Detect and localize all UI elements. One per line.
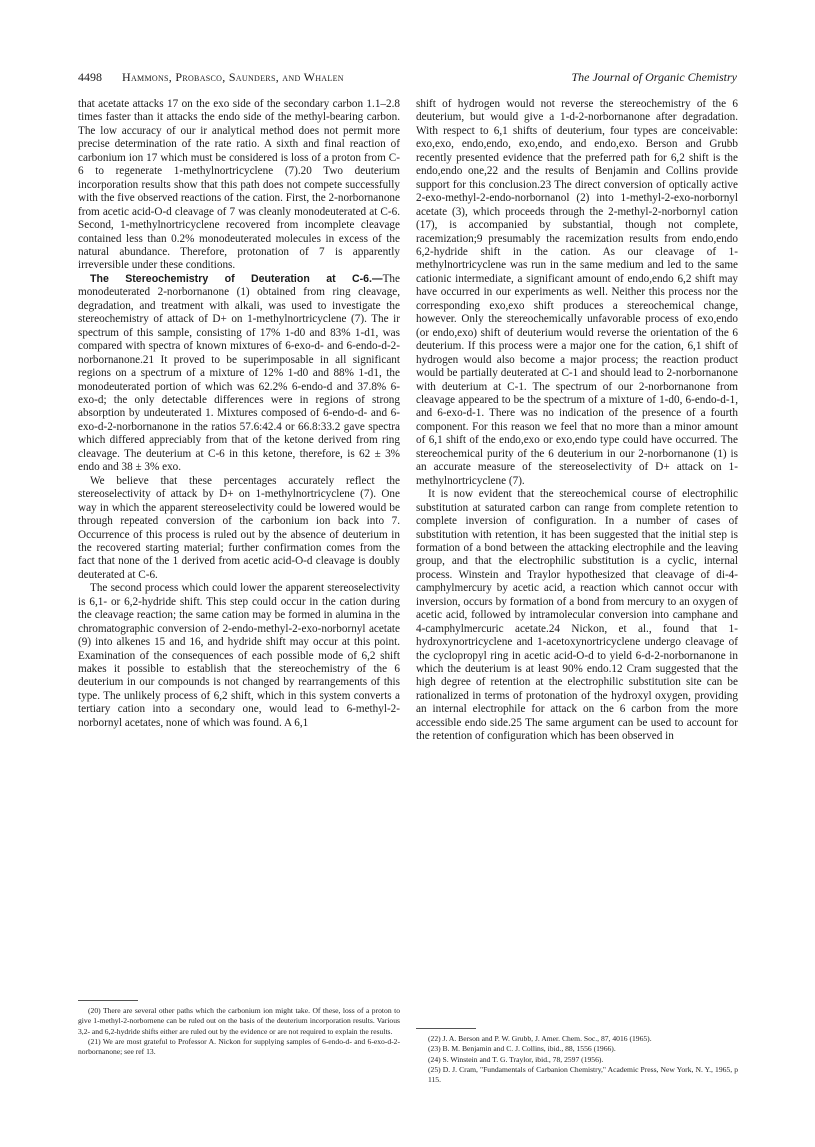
page-number: 4498 bbox=[78, 70, 102, 84]
footnote-rule bbox=[78, 1000, 138, 1001]
journal-title: The Journal of Organic Chemistry bbox=[571, 70, 737, 84]
section-body: The monodeuterated 2-norbornanone (1) obtained from ring cleavage, degradation, and treatment with alkali, was used to investigate the stereochemistry of attack of D+ on 1-methylnortricyclene (7). The ir spectrum of this sample, consisting of 17% 1-d0 and 83% 1-d1, was compared with spectra of known mixtures of 6-exo-d- and 6-endo-d-2-norbornanone.21 It proved to be superimposable in all significant regions on a spectrum of a mixture of 12% 1-d0 and 88% 1-d1, the monodeuterated portion of which was 62.2% 6-endo-d and 37.8% 6-exo-d; the only detectable differences were in regions of strong absorption by undeuterated 1. Mixtures composed of 6-endo-d- and 6-exo-d-2-norbornanone in the ratios 57.6:42.4 or 66.8:33.2 gave spectra which differed appreciably from that of the ketone derived from ring cleavage. The deuterium at C-6 in this ketone, therefore, is 62 ± 3% endo and 38 ± 3% exo. bbox=[78, 272, 400, 474]
footnote: (20) There are several other paths which the carbonium ion might take. Of these, loss of a proton to give 1-methyl-2-norbornene can be ruled out on the basis of the deuterium incorporation results. Various 3,2- and 6,2-hydride shifts either are ruled out by the evidence or are not required to explain the results. bbox=[78, 1006, 400, 1036]
left-column bbox=[78, 98, 400, 730]
paragraph: We believe that these percentages accurately reflect the stereoselectivity of attack by D+ on 1-methylnortricyclene (7). One way in which the apparent stereoselectivity could be lowered would be through repeated conversion of the carbonium ion back into 7. Occurrence of this process is ruled out by the absence of deuterium in the recovered starting material; further confirmation comes from the fact that none of the 1 derived from acetic acid-O-d cleavage is doubly deuterated at C-6. bbox=[78, 474, 400, 581]
footnotes-left bbox=[78, 1006, 400, 1057]
running-header bbox=[78, 70, 737, 88]
paragraph: It is now evident that the stereochemical course of electrophilic substitution at saturated carbon can range from complete retention to complete inversion of configuration. In a number of cases of substitution with retention, it has been suggested that the initial step is formation of a bond between the attacking electrophile and the leaving group, and that the electrophilic substitution is a cyclic, internal process. Winstein and Traylor hypothesized that cleavage of di-4-camphylmercury by acetic acid, a reaction which cannot occur with inversion, occurs by formation of a bond from mercury to an oxygen of acetic acid, followed by intramolecular conversion into camphane and 4-camphylmercuric acetate.24 Nickon, et al., found that 1-hydroxynortricyclene and 1-acetoxynortricyclene undergo cleavage of the cyclopropyl ring in acetic acid-O-d to yield 6-d-2-norbornanone in which the deuterium is at least 90% endo.12 Cram suggested that the high degree of retention at the electrophilic substitution site can be rationalized in terms of protonation of the hydroxyl oxygen, providing an internal electrophile for attack on the 6 carbon from the more accessible endo side.25 The same argument can be used to account for the retention of configuration which has been observed in bbox=[416, 488, 738, 743]
footnote: (22) J. A. Berson and P. W. Grubb, J. Amer. Chem. Soc., 87, 4016 (1965). bbox=[428, 1034, 652, 1043]
section-title: The Stereochemistry of Deuteration at C-6.— bbox=[90, 272, 383, 285]
footnote-rule bbox=[416, 1028, 476, 1029]
paragraph: shift of hydrogen would not reverse the stereochemistry of the 6 deuterium, but would give a 1-d-2-norbornanone after degradation. With respect to 6,1 shifts of deuterium, four types are conceivable: exo,exo, endo,endo, exo,endo, and endo,exo. Berson and Grubb recently presented evidence that the preferred path for 6,2 shift is the endo,endo one,22 and the results of Benjamin and Collins provide support for this conclusion.23 The direct conversion of optically active 2-exo-methyl-2-endo-norbornanol (2) into 1-methyl-2-exo-norbornyl acetate (3), which proceeds through the 2-methyl-2-norbornyl cation (17), is accompanied by substantial, though not complete, racemization;9 presumably the racemization results from endo,endo 6,2-hydride shift in the cation. As our cleavage of 1-methylnortricyclene was run in the same medium and led to the same cationic intermediate, a significant amount of endo,endo 6,2 shift may have occurred in our experiments as well. Neither this process nor the corresponding exo,exo shift produces a stereochemical change, however. Only the stereochemically unfavorable process of exo,endo (or endo,exo) shift of deuterium would reverse the orientation of the 6 deuterium. If this process were a major one for the cation, 6,1 shift of hydrogen would also become a major process; the reaction product would be partially deuterated at C-1 and should lead to 2-norbornanone with deuterium at C-1. The spectrum of our 2-norbornanone from cleavage appeared to be the spectrum of a mixture of 1-d0, 6-endo-d-1, and 6-exo-d-1. There was no indication of the presence of a fourth component. For this reason we feel that no more than a minor amount of 6,1 shift of the endo,exo or exo,endo type could have occurred. The stereochemical purity of the 6 deuterium in our 2-norbornanone (1) is an accurate measure of the stereoselectivity of D+ attack on 1-methylnortricyclene (7). bbox=[416, 98, 738, 487]
section-paragraph bbox=[78, 273, 400, 475]
footnote: (25) D. J. Cram, "Fundamentals of Carbanion Chemistry," Academic Press, New York, N. Y., 1965, p 115. bbox=[428, 1064, 738, 1085]
footnote: (21) We are most grateful to Professor A. Nickon for supplying samples of 6-endo-d- and 6-exo-d-2-norbornanone; see ref 13. bbox=[78, 1036, 400, 1057]
paragraph: that acetate attacks 17 on the exo side of the secondary carbon 1.1–2.8 times faster than it attacks the endo side of the methyl-bearing carbon. The low accuracy of our ir analytical method does not permit more precise determination of the rate ratio. A sixth and final reaction of carbonium ion 17 which must be considered is loss of a proton from C-6 to regenerate 1-methylnortricyclene (7).20 Two deuterium incorporation results show that this path does not compete successfully with the five observed reactions of the cation. First, the 2-norbornanone from acetic acid-O-d cleavage of 7 was cleanly monodeuterated at C-6. Second, 1-methylnortricyclene recovered from incomplete cleavage contained less than 0.2% monodeuterated molecules in excess of the natural abundance. Therefore, protonation of 7 is apparently irreversible under these conditions. bbox=[78, 98, 400, 272]
running-authors: Hammons, Probasco, Saunders, and Whalen bbox=[122, 70, 344, 84]
footnote: (24) S. Winstein and T. G. Traylor, ibid., 78, 2597 (1956). bbox=[428, 1054, 604, 1064]
footnote: (23) B. M. Benjamin and C. J. Collins, ibid., 88, 1556 (1966). bbox=[428, 1044, 616, 1054]
footnotes-right bbox=[416, 1034, 738, 1085]
right-column bbox=[416, 98, 738, 744]
paragraph: The second process which could lower the apparent stereoselectivity is 6,1- or 6,2-hydride shift. This step could occur in the cation during the cleavage reaction; the same cation may be formed in alumina in the chromatographic conversion of 2-endo-methyl-2-exo-norbornyl acetate (9) into alkenes 15 and 16, and hydride shift may occur at this point. Examination of the consequences of each possible mode of 6,2 shift makes it possible to establish that the stereochemistry of the 6 deuterium in our compounds is not changed by rearrangements of this type. The unlikely process of 6,2 shift, which in this system converts a tertiary cation into a secondary one, would lead to 6-methyl-2-norbornyl acetates, none of which was found. A 6,1 bbox=[78, 582, 400, 729]
